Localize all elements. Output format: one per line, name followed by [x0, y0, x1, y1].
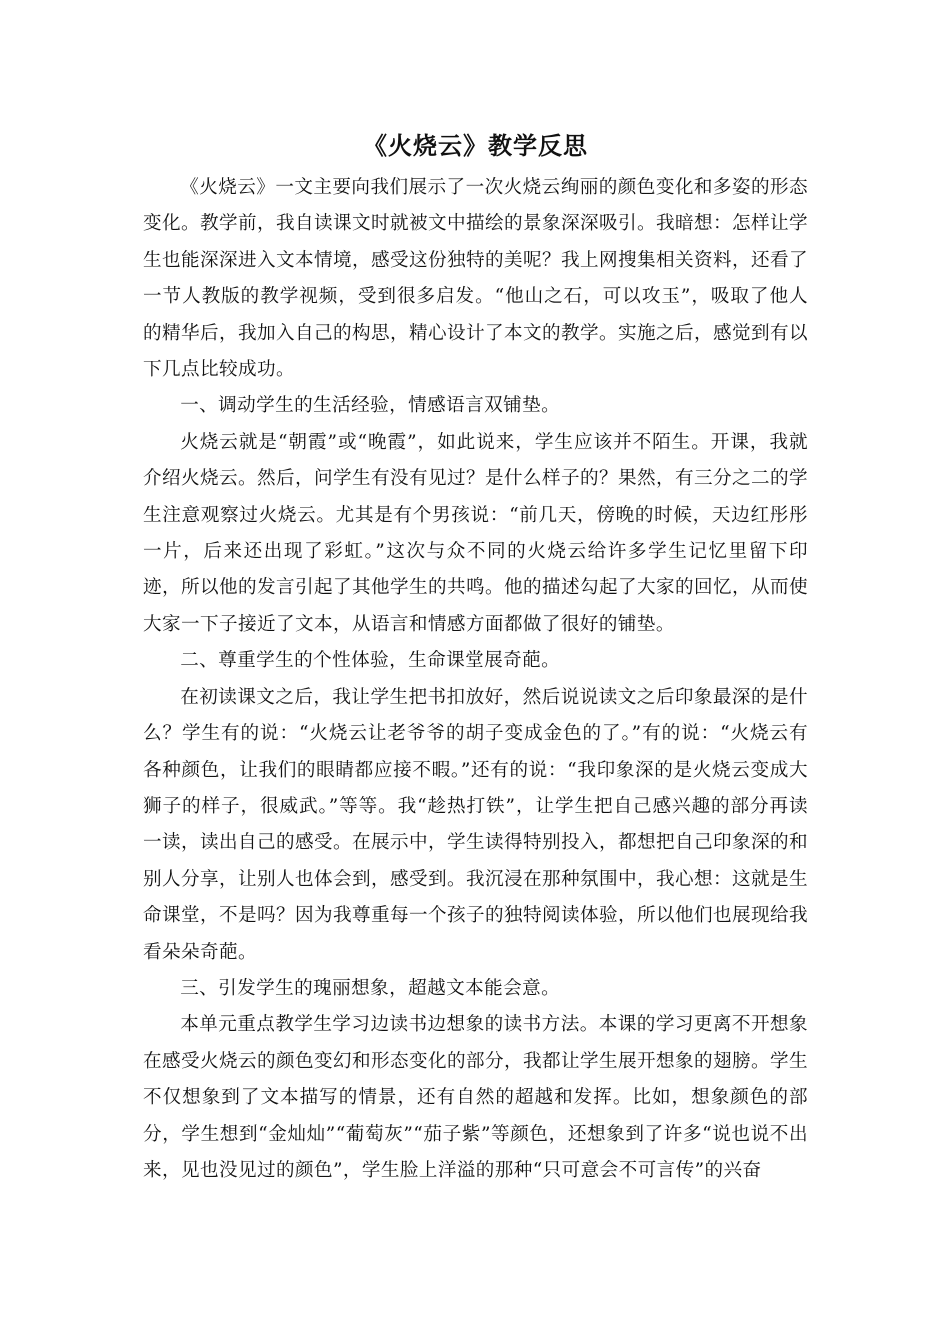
- document-title: 《火烧云》教学反思: [363, 131, 588, 160]
- section-heading-1: 一、调动学生的生活经验，情感语言双铺垫。: [180, 395, 561, 417]
- document-body: [143, 126, 808, 1189]
- body-paragraph-2: 在初读课文之后，我让学生把书扣放好，然后说说读文之后印象最深的是什么？学生有的说：“火烧云让老爷爷的胡子变成金色的了。”有的说：“火烧云有各种颜色，让我们的眼睛都应接不暇。”还有的说：“我印象深的是火烧云变成大狮子的样子，很威武。”等等。我“趁热打铁”，让学生把自己感兴趣的部分再读一读，读出自己的感受。在展示中，学生读得特别投入，都想把自己印象深的和别人分享，让别人也体会到，感受到。我沉浸在那种氛围中，我心想：这就是生命课堂，不是吗？因为我尊重每一个孩子的独特阅读体验，所以他们也展现给我看朵朵奇葩。: [143, 686, 808, 963]
- body-paragraph-3: 本单元重点教学生学习边读书边想象的读书方法。本课的学习更离不开想象在感受火烧云的颜色变幻和形态变化的部分，我都让学生展开想象的翅膀。学生不仅想象到了文本描写的情景，还有自然的超越和发挥。比如，想象颜色的部分，学生想到“金灿灿”“葡萄灰”“茄子紫”等颜色，还想象到了许多“说也说不出来，见也没见过的颜色”，学生脸上洋溢的那种“只可意会不可言传”的兴奋: [143, 1014, 808, 1181]
- section-heading-2: 二、尊重学生的个性体验，生命课堂展奇葩。: [180, 650, 561, 672]
- intro-paragraph: 《火烧云》一文主要向我们展示了一次火烧云绚丽的颜色变化和多姿的形态变化。教学前，我自读课文时就被文中描绘的景象深深吸引。我暗想：怎样让学生也能深深进入文本情境，感受这份独特的美呢？我上网搜集相关资料，还看了一节人教版的教学视频，受到很多启发。“他山之石，可以攻玉”，吸取了他人的精华后，我加入自己的构思，精心设计了本文的教学。实施之后，感觉到有以下几点比较成功。: [143, 177, 808, 381]
- body-paragraph-1: 火烧云就是“朝霞”或“晚霞”，如此说来，学生应该并不陌生。开课，我就介绍火烧云。然后，问学生有没有见过？是什么样子的？果然，有三分之二的学生注意观察过火烧云。尤其是有个男孩说：“前几天，傍晚的时候，天边红彤彤一片，后来还出现了彩虹。”这次与众不同的火烧云给许多学生记忆里留下印迹，所以他的发言引起了其他学生的共鸣。他的描述勾起了大家的回忆，从而使大家一下子接近了文本，从语言和情感方面都做了很好的铺垫。: [143, 431, 808, 635]
- section-heading-3: 三、引发学生的瑰丽想象，超越文本能会意。: [180, 977, 561, 999]
